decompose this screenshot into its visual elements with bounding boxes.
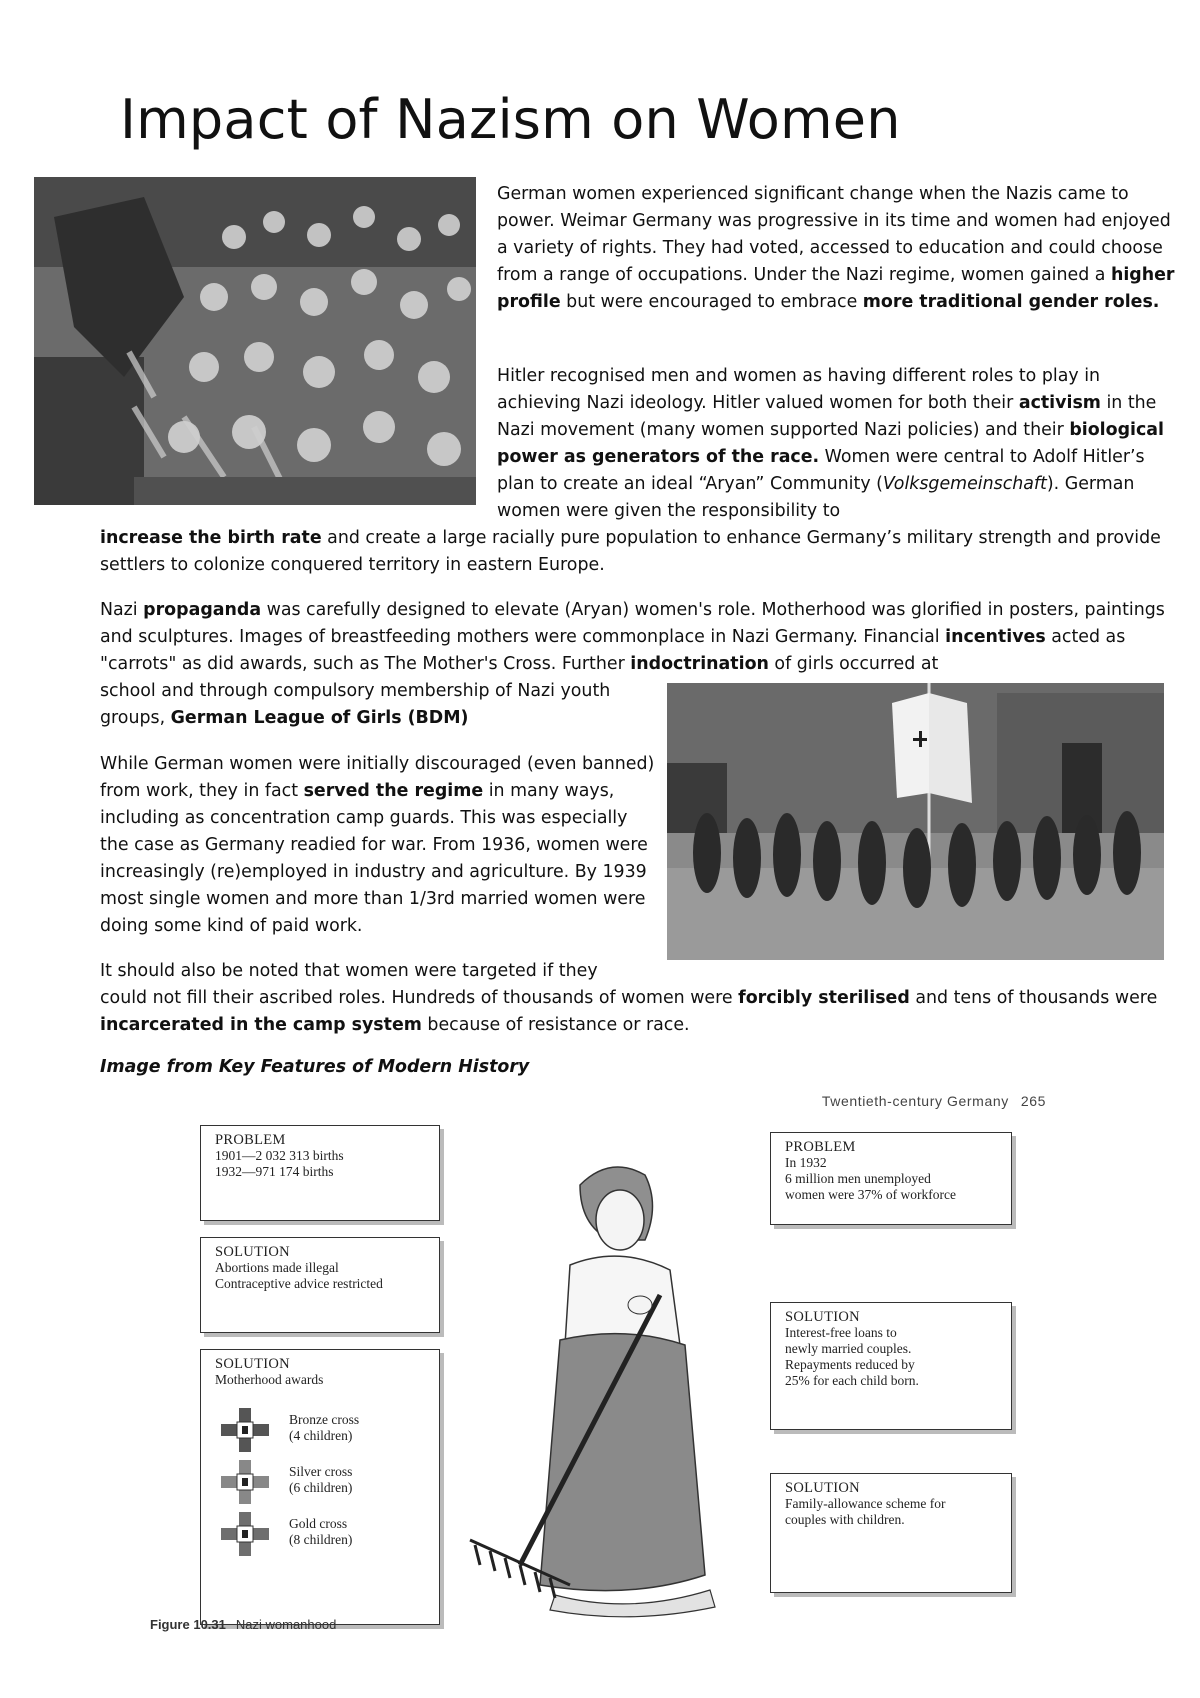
flag-ceremony-photo <box>667 683 1164 960</box>
image-source-caption: Image from Key Features of Modern History <box>100 1057 530 1077</box>
figure-caption: Figure 10.31 Nazi womanhood <box>150 1617 337 1632</box>
solution-motherhood-awards-box: SOLUTION Motherhood awards Bronze cross (4 children) Silver cross (6 children) Gold cross (8 children) <box>200 1349 440 1625</box>
woman-with-rake-illustration <box>460 1145 760 1635</box>
solution-loans-box: SOLUTION Interest-free loans to newly married couples. Repayments reduced by 25% for each child born. <box>770 1302 1012 1430</box>
bronze-cross-icon <box>215 1406 275 1454</box>
solution-allowance-box: SOLUTION Family-allowance scheme for couples with children. <box>770 1473 1012 1593</box>
paragraph-hitler-roles-cont: increase the birth rate and create a large racially pure population to enhance Germany’s military strength and provide settlers to colonize conquered territory in eastern Europe. <box>100 528 1161 575</box>
silver-cross-icon <box>215 1458 275 1506</box>
paragraph-weimar-change: German women experienced significant change when the Nazis came to power. Weimar Germany was progressive in its time and women had enjoyed a variety of rights. They had voted, accessed to education and could choose from a range of occupations. Under the Nazi regime, women gained a higher profile but were encouraged to embrace more traditional gender roles. <box>497 184 1175 312</box>
paragraph-propaganda: Nazi propaganda was carefully designed to elevate (Aryan) women's role. Motherhood was glorified in posters, paintings and sculptures. Images of breastfeeding mothers were commonplace in Nazi Germany. Financial incentives acted as "carrots" as did awards, such as The Mother's Cross. Further indoctrination of girls occurred at <box>100 600 1165 674</box>
gold-cross-row: Gold cross (8 children) <box>215 1510 425 1558</box>
paragraph-targeted: It should also be noted that women were targeted if they <box>100 961 598 981</box>
figure-page-header: Twentieth-century Germany 265 <box>821 1093 1046 1109</box>
textbook-figure <box>150 1085 1060 1641</box>
problem-unemployment-box: PROBLEM In 1932 6 million men unemployed women were 37% of workforce <box>770 1132 1012 1225</box>
gold-cross-icon <box>215 1510 275 1558</box>
page-title: Impact of Nazism on Women <box>120 88 901 151</box>
problem-births-box: PROBLEM 1901—2 032 313 births 1932—971 174 births <box>200 1125 440 1221</box>
paragraph-targeted-cont: could not fill their ascribed roles. Hundreds of thousands of women were forcibly sterilised and tens of thousands were incarcerated in the camp system because of resistance or race. <box>100 988 1158 1035</box>
silver-cross-row: Silver cross (6 children) <box>215 1458 425 1506</box>
paragraph-propaganda-cont: school and through compulsory membership of Nazi youth groups, German League of Girls (BDM) <box>100 681 611 728</box>
paragraph-work: While German women were initially discouraged (even banned) from work, they in fact served the regime in many ways, including as concentration camp guards. This was especially the case as Germany readied for war. From 1936, women were increasingly (re)employed in industry and agriculture. By 1939 most single women and more than 1/3rd married women were doing some kind of paid work. <box>100 754 655 936</box>
paragraph-hitler-roles: Hitler recognised men and women as having different roles to play in achieving Nazi ideology. Hitler valued women for both their activism in the Nazi movement (many women supported Nazi policies) and their biological power as generators of the race. Women were central to Adolf Hitler’s plan to create an ideal “Aryan” Community (Volksgemeinschaft). German women were given the responsibility to <box>497 366 1164 521</box>
bronze-cross-row: Bronze cross (4 children) <box>215 1406 425 1454</box>
solution-abortion-box: SOLUTION Abortions made illegal Contraceptive advice restricted <box>200 1237 440 1333</box>
rally-crowd-photo <box>34 177 476 505</box>
